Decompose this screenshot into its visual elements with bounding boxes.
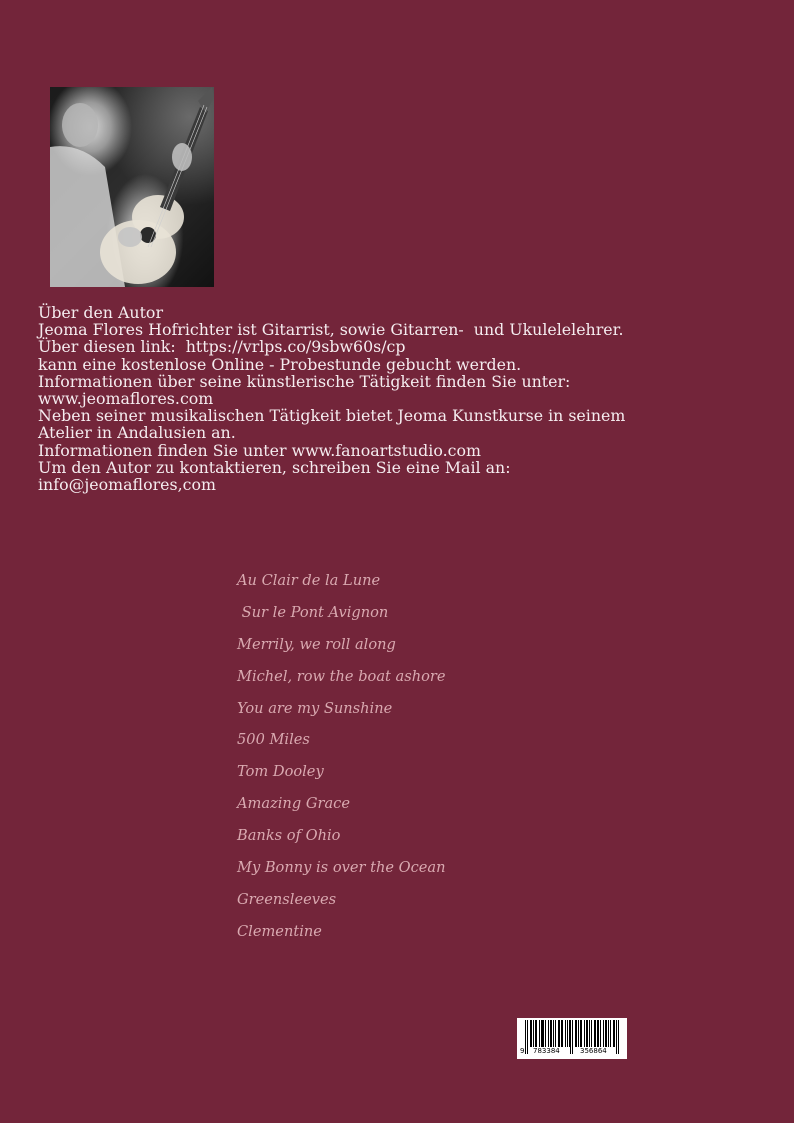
about-line: Um den Autor zu kontaktieren, schreiben Sie eine Mail an: <box>38 457 511 477</box>
about-line: Jeoma Flores Hofrichter ist Gitarrist, sowie Gitarren- und Ukulelelehrer. <box>38 320 624 340</box>
barcode-bar <box>580 1020 581 1047</box>
barcode-bar <box>570 1020 571 1054</box>
song-title: 500 Miles <box>237 731 310 749</box>
song-list <box>237 572 446 955</box>
song-title: Banks of Ohio <box>237 827 341 845</box>
barcode-bar <box>616 1020 617 1054</box>
barcode-bar <box>594 1020 595 1047</box>
barcode-bar <box>586 1020 587 1047</box>
barcode-bar <box>542 1020 543 1047</box>
about-author <box>38 304 768 493</box>
barcode-bar <box>565 1020 566 1047</box>
barcode-bar <box>531 1020 532 1047</box>
barcode-bar <box>572 1020 573 1054</box>
barcode-bar <box>525 1020 526 1054</box>
about-line: kann eine kostenlose Online - Probestunde gebucht werden. <box>38 354 522 374</box>
barcode-bar <box>530 1020 531 1047</box>
about-line: Neben seiner musikalischen Tätigkeit bietet Jeoma Kunstkurse in seinem <box>38 406 626 426</box>
barcode-bar <box>562 1020 563 1047</box>
barcode-bar <box>558 1020 559 1047</box>
about-line: Informationen über seine künstlerische Tätigkeit finden Sie unter: <box>38 371 571 391</box>
barcode-bar <box>576 1020 577 1047</box>
barcode-bar <box>543 1020 544 1047</box>
barcode-bar <box>539 1020 540 1047</box>
barcode-bar <box>581 1020 582 1047</box>
barcode-bar <box>606 1020 607 1047</box>
barcode-bar <box>587 1020 588 1047</box>
barcode-bar <box>613 1020 614 1047</box>
barcode-bar <box>600 1020 601 1047</box>
barcode-digits-right: 356864 <box>580 1047 607 1055</box>
barcode-bar <box>584 1020 585 1047</box>
barcode-bar <box>533 1020 534 1047</box>
about-link-line: Über diesen link: https://vrlps.co/9sbw60s/cp <box>38 337 406 357</box>
barcode-bar <box>595 1020 596 1047</box>
barcode-bar <box>608 1020 609 1047</box>
website-link: www.jeomaflores.com <box>38 389 214 409</box>
barcode-bar <box>536 1020 537 1047</box>
barcode-bar <box>553 1020 554 1047</box>
song-title: Amazing Grace <box>237 795 350 813</box>
barcode-bar <box>550 1020 551 1047</box>
barcode-bar <box>551 1020 552 1047</box>
barcode-bar <box>555 1020 556 1047</box>
barcode-bar <box>559 1020 560 1047</box>
barcode-bar <box>591 1020 592 1047</box>
song-title: Sur le Pont Avignon <box>237 603 389 621</box>
about-line: Atelier in Andalusien an. <box>38 423 236 443</box>
about-heading: Über den Autor <box>38 303 163 322</box>
song-title: Michel, row the boat ashore <box>237 667 446 685</box>
barcode-bar <box>603 1020 604 1047</box>
barcode-bar <box>548 1020 549 1047</box>
barcode-bar <box>541 1020 542 1047</box>
author-photo <box>50 87 214 287</box>
song-title: Clementine <box>237 922 322 940</box>
barcode-bar <box>598 1020 599 1047</box>
guitarist-image <box>50 87 214 287</box>
barcode-bar <box>578 1020 579 1047</box>
song-title: Merrily, we roll along <box>237 635 396 653</box>
about-line: Informationen finden Sie unter www.fanoartstudio.com <box>38 440 481 460</box>
barcode-bar <box>618 1020 619 1054</box>
contact-email: info@jeomaflores,com <box>38 475 216 495</box>
song-title: Tom Dooley <box>237 763 324 781</box>
barcode-bar <box>527 1020 528 1054</box>
barcode-bar <box>567 1020 568 1047</box>
barcode-bar <box>589 1020 590 1047</box>
barcode-bar <box>614 1020 615 1047</box>
barcode-digit-first: 9 <box>520 1047 525 1055</box>
barcode-digits-left: 783384 <box>533 1047 560 1055</box>
isbn-barcode <box>517 1018 627 1059</box>
barcode-bar <box>561 1020 562 1047</box>
barcode-bar <box>569 1020 570 1047</box>
song-title: Greensleeves <box>237 890 337 908</box>
song-title: Au Clair de la Lune <box>237 572 381 589</box>
barcode-bar <box>597 1020 598 1047</box>
barcode-bar <box>545 1020 546 1047</box>
song-title: My Bonny is over the Ocean <box>237 859 446 877</box>
song-title: You are my Sunshine <box>237 699 393 717</box>
barcode-bar <box>535 1020 536 1047</box>
barcode-bar <box>575 1020 576 1047</box>
barcode-bar <box>610 1020 611 1047</box>
barcode-bar <box>605 1020 606 1047</box>
